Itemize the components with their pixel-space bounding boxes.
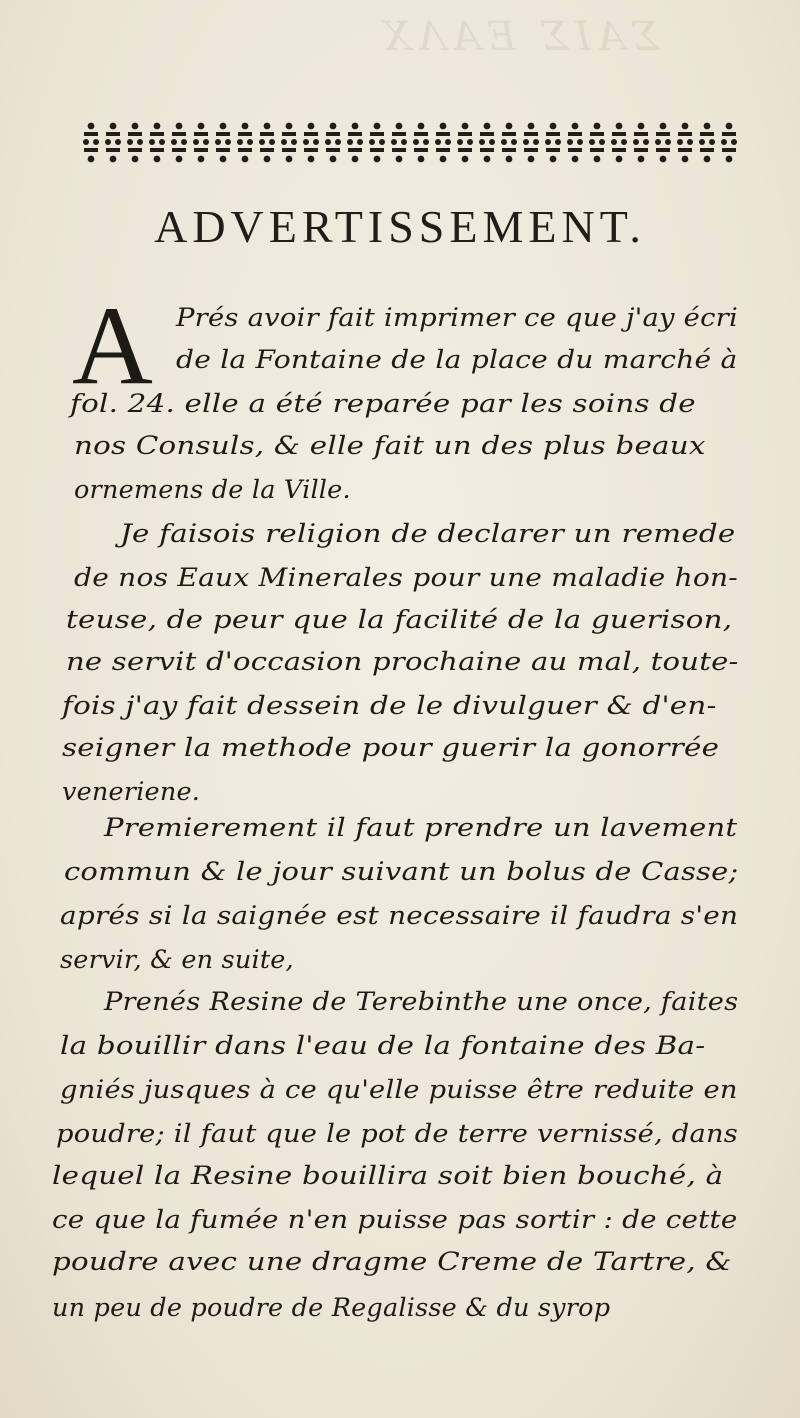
ornament-band-icon <box>80 118 740 168</box>
text-line: teuse, de peur que la facilité de la guerison, <box>66 605 733 635</box>
fleuron-icon <box>303 123 319 163</box>
text-line: aprés si la saignée est necessaire il faudra s'en <box>60 901 739 931</box>
fleuron-icon <box>325 123 341 163</box>
text-line: la bouillir dans l'eau de la fontaine des Ba- <box>60 1031 706 1061</box>
fleuron-icon <box>83 123 99 163</box>
fleuron-icon <box>699 123 715 163</box>
page-title: ADVERTISSEMENT. <box>154 201 646 252</box>
fleuron-icon <box>677 123 693 163</box>
fleuron-icon <box>633 123 649 163</box>
text-line: commun & le jour suivant un bolus de Casse; <box>64 857 739 887</box>
text-line: ornemens de la Ville. <box>74 475 351 505</box>
text-line: ne servit d'occasion prochaine au mal, toute- <box>66 647 739 677</box>
fleuron-icon <box>237 123 253 163</box>
fleuron-icon <box>259 123 275 163</box>
show-through-text: ΣΑΙΣ ΕΑΛΧ <box>376 14 660 60</box>
text-line: fol. 24. elle a été reparée par les soins de <box>70 389 696 419</box>
fleuron-icon <box>347 123 363 163</box>
fleuron-icon <box>721 123 737 163</box>
text-line: seigner la methode pour guerir la gonorrée <box>62 733 720 763</box>
fleuron-icon <box>589 123 605 163</box>
fleuron-icon <box>567 123 583 163</box>
text-line: nos Consuls, & elle fait un des plus beaux <box>74 431 706 461</box>
text-line: Prés avoir fait imprimer ce que j'ay écri <box>176 303 738 333</box>
fleuron-icon <box>655 123 671 163</box>
fleuron-icon <box>149 123 165 163</box>
fleuron-icon <box>193 123 209 163</box>
fleuron-icon <box>501 123 517 163</box>
fleuron-icon <box>479 123 495 163</box>
fleuron-icon <box>523 123 539 163</box>
text-line: poudre; il faut que le pot de terre vernissé, dans <box>56 1119 738 1149</box>
text-line: Prenés Resine de Terebinthe une once, faites <box>104 987 739 1017</box>
text-line: de la Fontaine de la place du marché à <box>176 345 738 375</box>
text-line: Je faisois religion de declarer un remede <box>120 519 736 549</box>
fleuron-icon <box>215 123 231 163</box>
fleuron-icon <box>545 123 561 163</box>
text-line: fois j'ay fait dessein de le divulguer & d'en- <box>62 691 717 721</box>
fleuron-icon <box>457 123 473 163</box>
text-line: poudre avec une dragme Creme de Tartre, & <box>52 1247 732 1277</box>
text-line: ce que la fumée n'en puisse pas sortir : de cette <box>52 1205 738 1235</box>
text-line: servir, & en suite, <box>60 945 294 975</box>
text-line: un peu de poudre de Regalisse & du syrop <box>52 1293 611 1323</box>
fleuron-icon <box>435 123 451 163</box>
fleuron-icon <box>413 123 429 163</box>
text-line: gniés jusques à ce qu'elle puisse être reduite en <box>60 1075 738 1105</box>
fleuron-icon <box>369 123 385 163</box>
fleuron-icon <box>281 123 297 163</box>
text-line: Premierement il faut prendre un lavement <box>104 813 738 843</box>
fleuron-icon <box>105 123 121 163</box>
text-line: veneriene. <box>62 777 201 807</box>
fleuron-icon <box>391 123 407 163</box>
fleuron-icon <box>611 123 627 163</box>
text-line: de nos Eaux Minerales pour une maladie hon- <box>74 563 739 593</box>
drop-cap: A <box>72 284 153 408</box>
fleuron-icon <box>171 123 187 163</box>
fleuron-icon <box>127 123 143 163</box>
text-line: lequel la Resine bouillira soit bien bouché, à <box>52 1161 724 1191</box>
